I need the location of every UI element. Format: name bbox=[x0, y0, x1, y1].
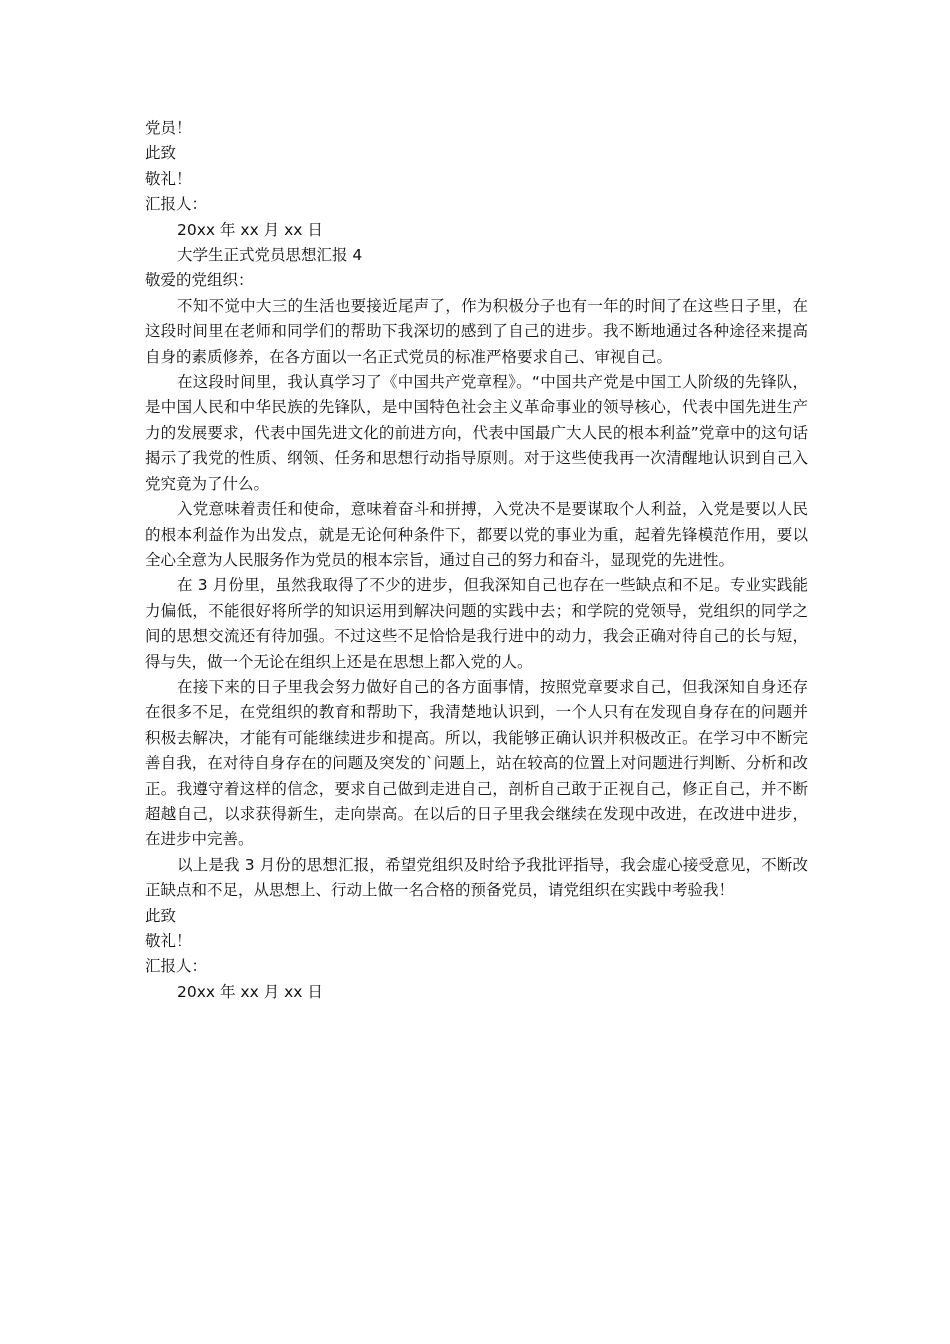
closing-line-1: 此致 bbox=[145, 906, 177, 925]
salutation: 敬爱的党组织： bbox=[145, 271, 254, 290]
report-date: 20xx 年 xx 月 xx 日 bbox=[177, 220, 323, 239]
report-title: 大学生正式党员思想汇报 4 bbox=[177, 246, 363, 265]
closing-line-2: 敬礼！ bbox=[145, 169, 192, 188]
paragraph: 以上是我 3 月份的思想汇报，希望党组织及时给予我批评指导，我会虚心接受意见，不断改正缺点和不足，从思想上、行动上做一名合格的预备党员，请党组织在实践中考验我！ bbox=[145, 855, 808, 900]
reporter-label: 汇报人： bbox=[145, 195, 208, 214]
paragraph: 在这段时间里，我认真学习了《中国共产党章程》。“中国共产党是中国工人阶级的先锋队，是中国人民和中华民族的先锋队，是中国特色社会主义革命事业的领导核心，代表中国先进生产力的发展要求，代表中国先进文化的前进方向，代表中国最广大人民的根本利益”党章中的这句话揭示了我党的性质、纲领、任务和思想行动指导原则。对于这些使我再一次清醒地认识到自己入党究竟为了什么。 bbox=[145, 373, 808, 493]
reporter-label: 汇报人： bbox=[145, 957, 208, 976]
paragraph: 不知不觉中大三的生活也要接近尾声了，作为积极分子也有一年的时间了在这些日子里，在这段时间里在老师和同学们的帮助下我深切的感到了自己的进步。我不断地通过各种途径来提高自身的素质修养，在各方面以一名正式党员的标准严格要求自己、审视自己。 bbox=[145, 296, 808, 366]
paragraph: 入党意味着责任和使命，意味着奋斗和拼搏，入党决不是要谋取个人利益，入党是要以人民的根本利益作为出发点，就是无论何种条件下，都要以党的事业为重，起着先锋模范作用，要以全心全意为人民服务作为党员的根本宗旨，通过自己的努力和奋斗，显现党的先进性。 bbox=[145, 500, 808, 569]
closing-line-1: 此致 bbox=[145, 144, 177, 163]
report-date: 20xx 年 xx 月 xx 日 bbox=[177, 982, 323, 1001]
document-page bbox=[145, 116, 808, 1005]
paragraph: 在 3 月份里，虽然我取得了不少的进步，但我深知自己也存在一些缺点和不足。专业实践能力偏低，不能很好将所学的知识运用到解决问题的实践中去；和学院的党领导，党组织的同学之间的思想交流还有待加强。不过这些不足恰恰是我行进中的动力，我会正确对待自己的长与短，得与失，做一个无论在组织上还是在思想上都入党的人。 bbox=[145, 576, 808, 671]
letter-continuation: 党员！ bbox=[145, 119, 192, 137]
paragraph: 在接下来的日子里我会努力做好自己的各方面事情，按照党章要求自己，但我深知自身还存在很多不足，在党组织的教育和帮助下，我清楚地认识到，一个人只有在发现自身存在的问题并积极去解决，才能有可能继续进步和提高。所以，我能够正确认识并积极改正。在学习中不断完善自我，在对待自身存在的问题及突发的`问题上，站在较高的位置上对问题进行判断、分析和改正。我遵守着这样的信念，要求自己做到走进自己，剖析自己敢于正视自己，修正自己，并不断超越自己，以求获得新生，走向崇高。在以后的日子里我会继续在发现中改进，在改进中进步，在进步中完善。 bbox=[145, 677, 808, 849]
closing-line-2: 敬礼！ bbox=[145, 932, 192, 950]
